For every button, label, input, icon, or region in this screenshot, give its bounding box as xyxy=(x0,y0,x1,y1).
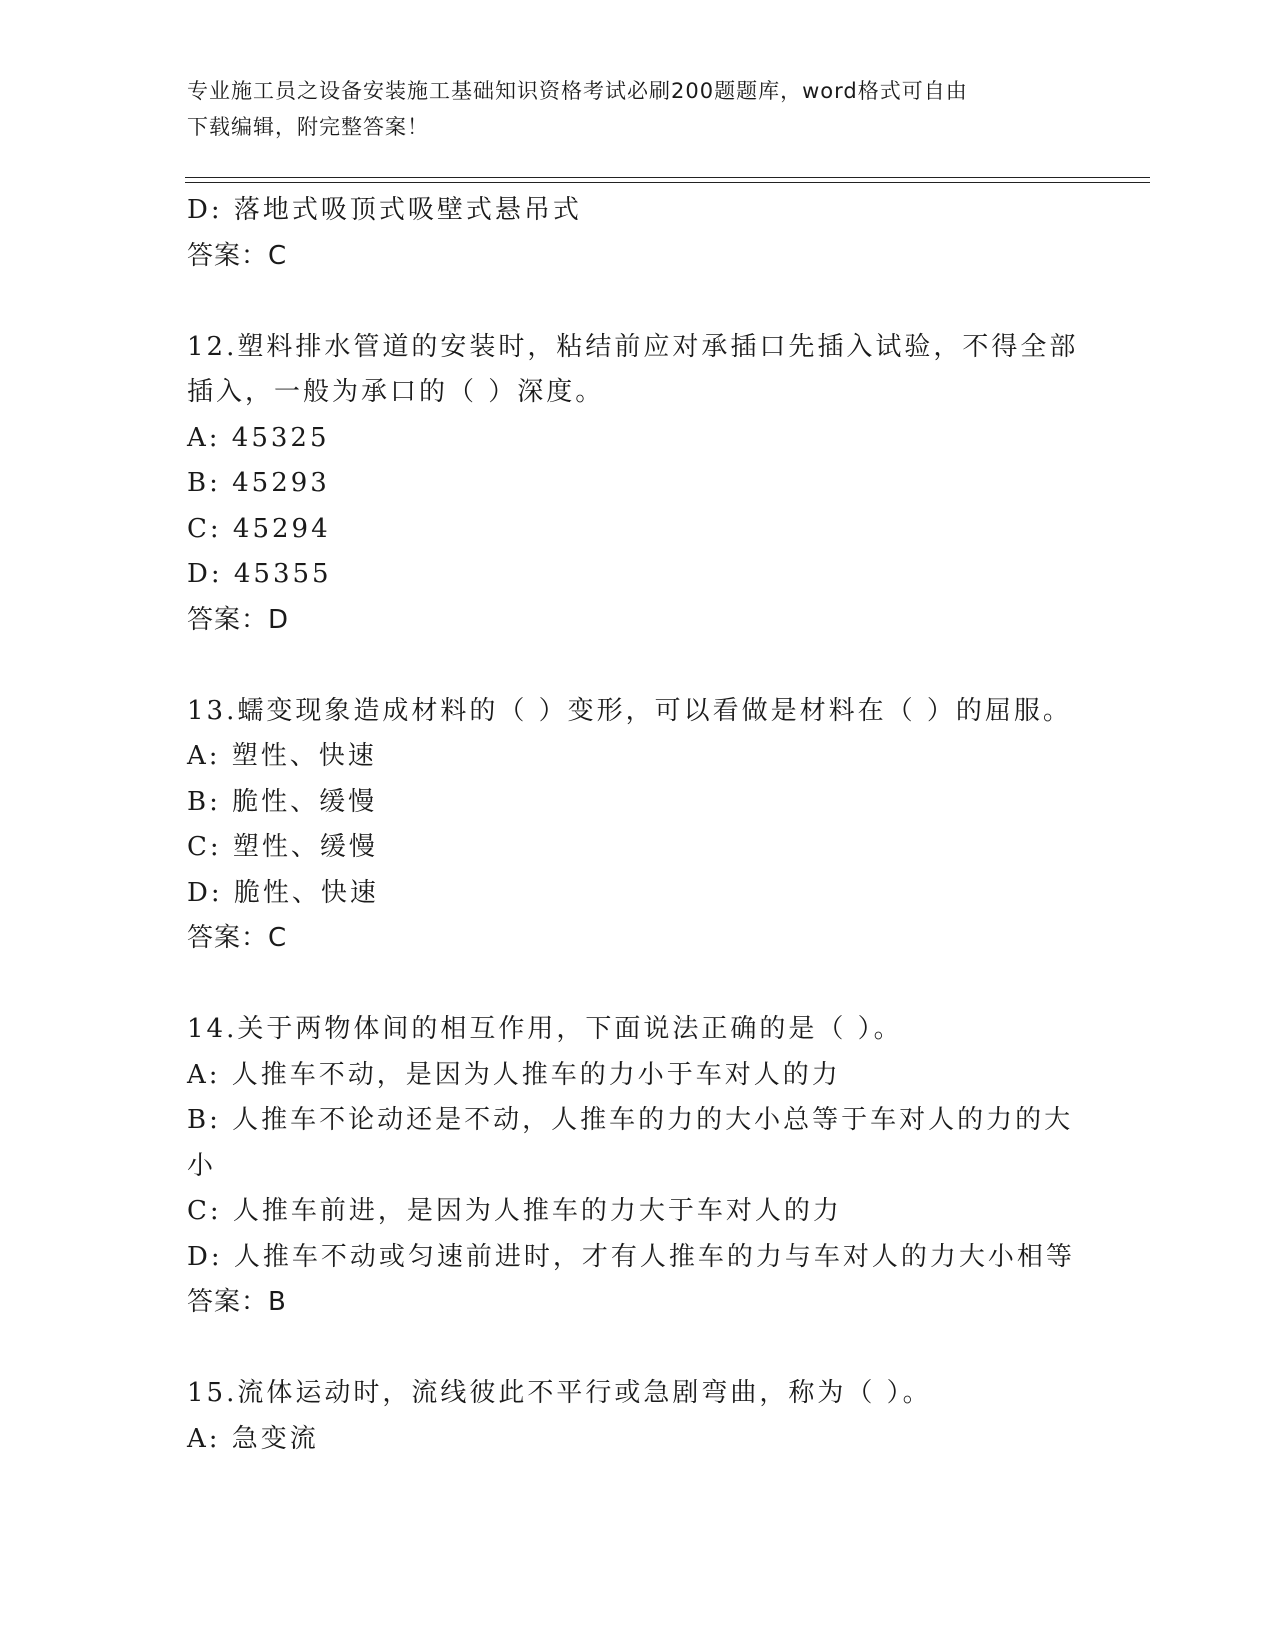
option-a: A: 塑性、快速 xyxy=(187,741,377,771)
question-stem: 12.塑料排水管道的安装时，粘结前应对承插口先插入试验，不得全部 xyxy=(187,331,1079,362)
question-answer: 答案：B xyxy=(187,1287,287,1317)
question-answer: 答案：C xyxy=(187,923,288,953)
question-14 xyxy=(187,1007,1092,1326)
question-spacer xyxy=(187,643,1092,689)
option-c: C: 人推车前进，是因为人推车的力大于车对人的力 xyxy=(187,1196,842,1226)
option-a: A: 急变流 xyxy=(187,1423,319,1454)
option-d: D: 45355 xyxy=(187,559,332,589)
prev-question-answer: 答案：C xyxy=(187,240,288,271)
question-stem: 15.流体运动时，流线彼此不平行或急剧弯曲，称为（ ）。 xyxy=(187,1378,932,1408)
question-spacer xyxy=(187,1326,1092,1372)
header-title-line-2: 下载编辑，附完整答案！ xyxy=(187,115,429,139)
header-divider-top xyxy=(185,177,1150,178)
option-b-continued: 小 xyxy=(187,1150,217,1181)
option-d: D: 人推车不动或匀速前进时，才有人推车的力与车对人的力大小相等 xyxy=(187,1241,1075,1272)
question-list xyxy=(187,188,1092,1462)
question-13 xyxy=(187,689,1092,962)
question-stem: 插入，一般为承口的（ ）深度。 xyxy=(187,377,605,407)
option-b: B: 脆性、缓慢 xyxy=(187,786,378,817)
question-stem: 13.蠕变现象造成材料的（ ）变形，可以看做是材料在（ ）的屈服。 xyxy=(187,695,1072,726)
question-12 xyxy=(187,325,1092,644)
option-a: A: 45325 xyxy=(187,422,330,453)
question-15 xyxy=(187,1371,1092,1462)
header-divider-bottom xyxy=(185,182,1150,183)
header-title-line-1: 专业施工员之设备安装施工基础知识资格考试必刷200题题库，word格式可自由 xyxy=(187,79,968,103)
option-a: A: 人推车不动，是因为人推车的力小于车对人的力 xyxy=(187,1059,841,1090)
question-stem: 14.关于两物体间的相互作用，下面说法正确的是（ ）。 xyxy=(187,1014,903,1044)
question-spacer xyxy=(187,962,1092,1008)
question-answer: 答案：D xyxy=(187,604,290,635)
option-c: C: 塑性、缓慢 xyxy=(187,832,378,862)
option-c: C: 45294 xyxy=(187,513,331,544)
question-spacer xyxy=(187,279,1092,325)
option-d: D: 脆性、快速 xyxy=(187,877,379,908)
document-header xyxy=(187,73,1087,145)
option-b: B: 45293 xyxy=(187,468,330,498)
option-b: B: 人推车不论动还是不动，人推车的力的大小总等于车对人的力的大 xyxy=(187,1105,1074,1135)
prev-question-option-d: D: 落地式吸顶式吸壁式悬吊式 xyxy=(187,195,582,225)
